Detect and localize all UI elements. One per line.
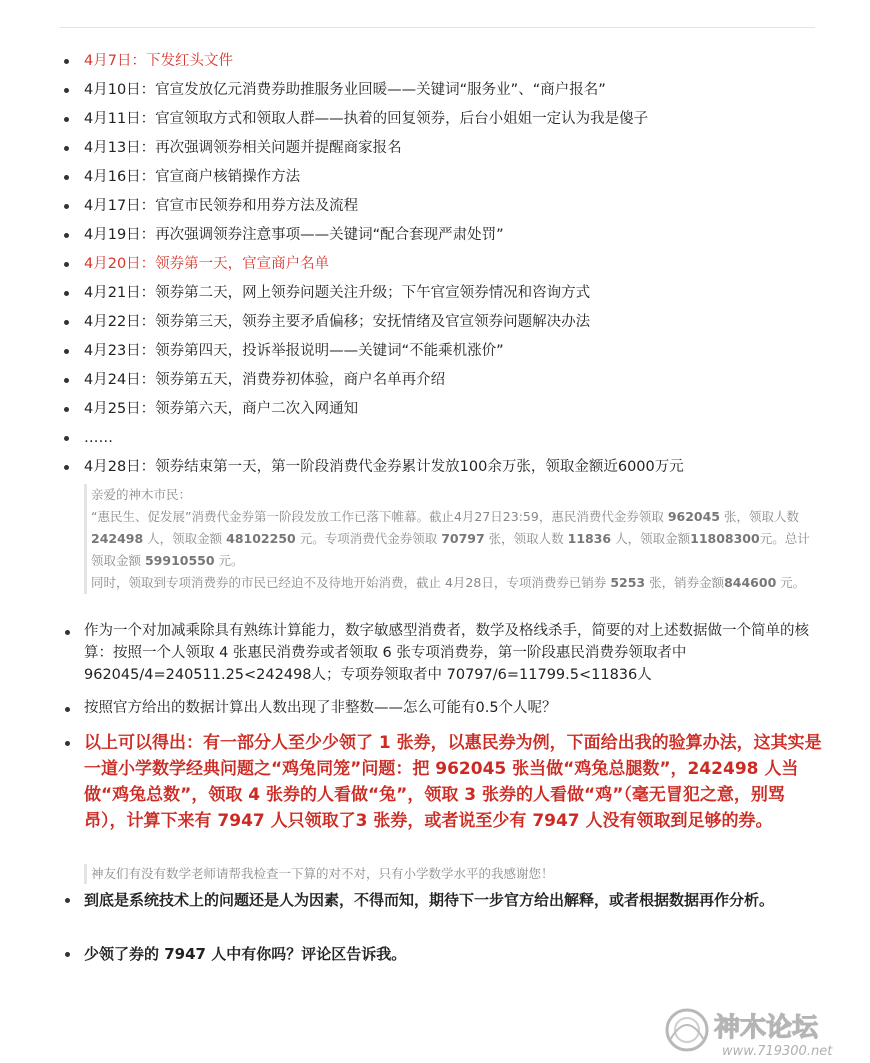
timeline-item: 4月19日：再次强调领券注意事项——关键词“配合套现严肃处罚” [62,224,822,253]
quote-paragraph-2: 同时，领取到专项消费券的市民已经迫不及待地开始消费，截止 4月28日，专项消费券已销券 5253 张，销券金额844600 元。 [91,575,806,590]
timeline-item: 4月21日：领券第二天，网上领券问题关注升级；下午官宣领券情况和咨询方式 [62,282,822,311]
question-paragraph [62,942,822,966]
official-notice-quote [84,484,821,594]
timeline-item: …… [62,427,822,456]
bullet-dot [65,952,70,957]
bullet-dot [65,630,70,635]
timeline-item: 4月24日：领券第五天，消费券初体验，商户名单再介绍 [62,369,822,398]
bullet-dot [65,898,70,903]
timeline-list [62,50,822,485]
timeline-item: 4月7日：下发红头文件 [62,50,822,79]
timeline-item: 4月20日：领券第一天，官宣商户名单 [62,253,822,282]
quote-salutation: 亲爱的神木市民： [91,487,192,502]
timeline-item: 4月13日：再次强调领券相关问题并提醒商家报名 [62,137,822,166]
shenmu-forum-watermark [660,1000,860,1060]
conclusion-paragraph [62,730,822,834]
math-check-note: 神友们有没有数学老师请帮我检查一下算的对不对，只有小学数学水平的我感谢您！ [84,864,821,884]
timeline-item: 4月11日：官宣领取方式和领取人群——执着的回复领券，后台小姐姐一定认为我是傻子 [62,108,822,137]
cause-paragraph [62,888,822,912]
question-text: 少领了券的 7947 人中有你吗？评论区告诉我。 [84,945,407,963]
top-divider [60,27,815,28]
timeline-item: 4月17日：官宣市民领券和用券方法及流程 [62,195,822,224]
calculation-text: 作为一个对加减乘除具有熟练计算能力，数字敏感型消费者，数学及格线杀手，简要的对上述数据做一个简单的核算：按照一个人领取 4 张惠民消费券或者领取 6 张专项消费券，第一阶段惠民消费券领取者中 962045/4=240511.25<242498人；专项券领取者中 70797/6=11799.5<11836人 [84,623,809,683]
watermark-url: www.719300.net [722,1044,833,1059]
half-person-paragraph [62,697,822,719]
half-person-text: 按照官方给出的数据计算出人数出现了非整数——怎么可能有0.5个人呢？ [84,700,557,716]
bullet-dot [65,741,70,746]
timeline-item: 4月10日：官宣发放亿元消费券助推服务业回暖——关键词“服务业”、“商户报名” [62,79,822,108]
timeline-item: 4月23日：领券第四天，投诉举报说明——关键词“不能乘机涨价” [62,340,822,369]
forum-logo-icon [667,1010,707,1050]
bullet-dot [65,707,70,712]
calculation-paragraph [62,620,822,686]
quote-paragraph-1: “惠民生、促发展”消费代金券第一阶段发放工作已落下帷幕。截止4月27日23:59，惠民消费代金券领取 962045 张，领取人数 242498 人，领取金额 48102250 元。专项消费代金券领取 70797 张，领取人数 11836 人，领取金额11808300元。总计领取金额 59910550 元。 [91,509,810,568]
conclusion-text: 以上可以得出：有一部分人至少少领了 1 张券，以惠民券为例，下面给出我的验算办法，这其实是一道小学数学经典问题之“鸡兔同笼”问题：把 962045 张当做“鸡兔总腿数”，242498 人当做“鸡兔总数”，领取 4 张券的人看做“兔”，领取 3 张券的人看做“鸡”（毫无冒犯之意，别骂昂），计算下来有 7947 人只领取了3 张券，或者说至少有 7947 人没有领取到足够的券。 [84,733,822,831]
timeline-item: 4月16日：官宣商户核销操作方法 [62,166,822,195]
timeline-item: 4月28日：领券结束第一天，第一阶段消费代金券累计发放100余万张，领取金额近6000万元 [62,456,822,485]
timeline-item: 4月25日：领券第六天，商户二次入网通知 [62,398,822,427]
timeline-item: 4月22日：领券第三天，领券主要矛盾偏移；安抚情绪及官宣领券问题解决办法 [62,311,822,340]
cause-text: 到底是系统技术上的问题还是人为因素，不得而知，期待下一步官方给出解释，或者根据数据再作分析。 [84,891,775,909]
watermark-title: 神木论坛 [714,1013,819,1043]
